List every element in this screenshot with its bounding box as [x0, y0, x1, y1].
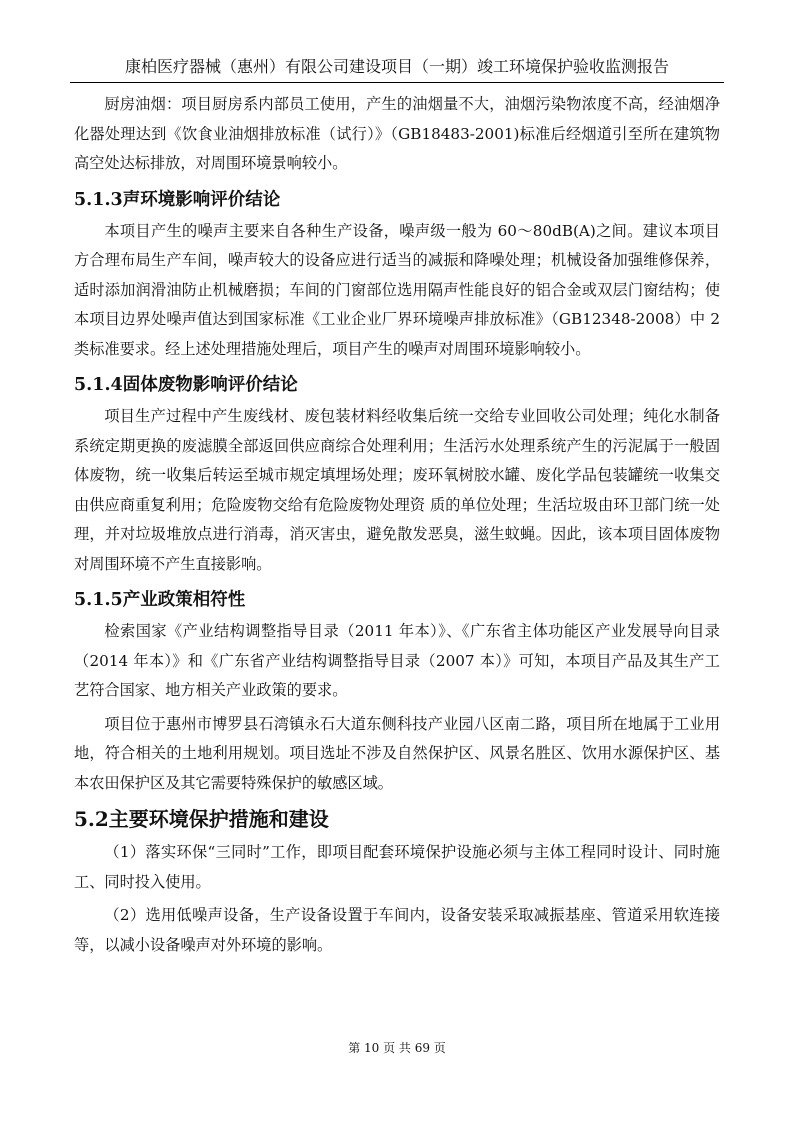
section-heading-5-2: 5.2主要环境保护措施和建设 [74, 807, 329, 831]
page-number-footer: 第 10 页 共 69 页 [348, 1041, 446, 1055]
paragraph-policy-2: 项目位于惠州市博罗县石湾镇永石大道东侧科技产业园八区南二路，项目所在地属于工业用地，符合相关的土地利用规划。项目选址不涉及自然保护区、风景名胜区、饮用水源保护区、基本农田保护区及其它需要特殊保护的敏感区域。 [74, 714, 720, 792]
header-divider [70, 82, 724, 83]
paragraph-policy-1: 检索国家《产业结构调整指导目录（2011 年本）》、《广东省主体功能区产业发展导向目录（2014 年本）》和《广东省产业结构调整指导目录（2007 本）》可知，本项目产品及其生产工艺符合国家、地方相关产业政策的要求。 [74, 622, 720, 699]
document-body [74, 90, 720, 960]
paragraph-measure-1: （1）落实环保“三同时”工作，即项目配套环境保护设施必须与主体工程同时设计、同时施工、同时投入使用。 [74, 843, 720, 891]
section-heading-5-1-5: 5.1.5产业政策相符性 [74, 590, 246, 610]
paragraph-noise: 本项目产生的噪声主要来自各种生产设备，噪声级一般为 60～80dB(A)之间。建议本项目方合理布局生产车间，噪声较大的设备应进行适当的减振和降噪处理；机械设备加强维修保养，适时添加润滑油防止机械磨损；车间的门窗部位选用隔声性能良好的铝合金或双层门窗结构；使本项目边界处噪声值达到国家标准《工业企业厂界环境噪声排放标准》（GB12348-2008）中 2 类标准要求。经上述处理措施处理后，项目产生的噪声对周围环境影响较小。 [74, 221, 720, 358]
paragraph-measure-2: （2）选用低噪声设备，生产设备设置于车间内，设备安装采取减振基座、管道采用软连接等，以减小设备噪声对外环境的影响。 [74, 906, 720, 954]
section-heading-5-1-4: 5.1.4固体废物影响评价结论 [74, 375, 298, 395]
page-header-title: 康柏医疗器械（惠州）有限公司建设项目（一期）竣工环境保护验收监测报告 [124, 57, 669, 76]
paragraph-kitchen-fumes: 厨房油烟：项目厨房系内部员工使用，产生的油烟量不大，油烟污染物浓度不高，经油烟净化器处理达到《饮食业油烟排放标准（试行）》（GB18483-2001)标准后经烟道引至所在建筑物高空处达标排放，对周围环境景响较小。 [74, 95, 720, 172]
section-heading-5-1-3: 5.1.3声环境影响评价结论 [74, 189, 281, 210]
paragraph-solid-waste: 项目生产过程中产生废线材、废包装材料经收集后统一交给专业回收公司处理；纯化水制备系统定期更换的废滤膜全部返回供应商综合处理利用；生活污水处理系统产生的污泥属于一般固体废物，统一收集后转运至城市规定填埋场处理；废环氧树胶水罐、废化学品包装罐统一收集交由供应商重复利用；危险废物交给有危险废物处理资 质的单位处理；生活垃圾由环卫部门统一处理，并对垃圾堆放点进行消毒，消灭害虫，避免散发恶臭，滋生蚊蝇。因此，该本项目固体废物对周围环境不产生直接影响。 [74, 407, 720, 573]
